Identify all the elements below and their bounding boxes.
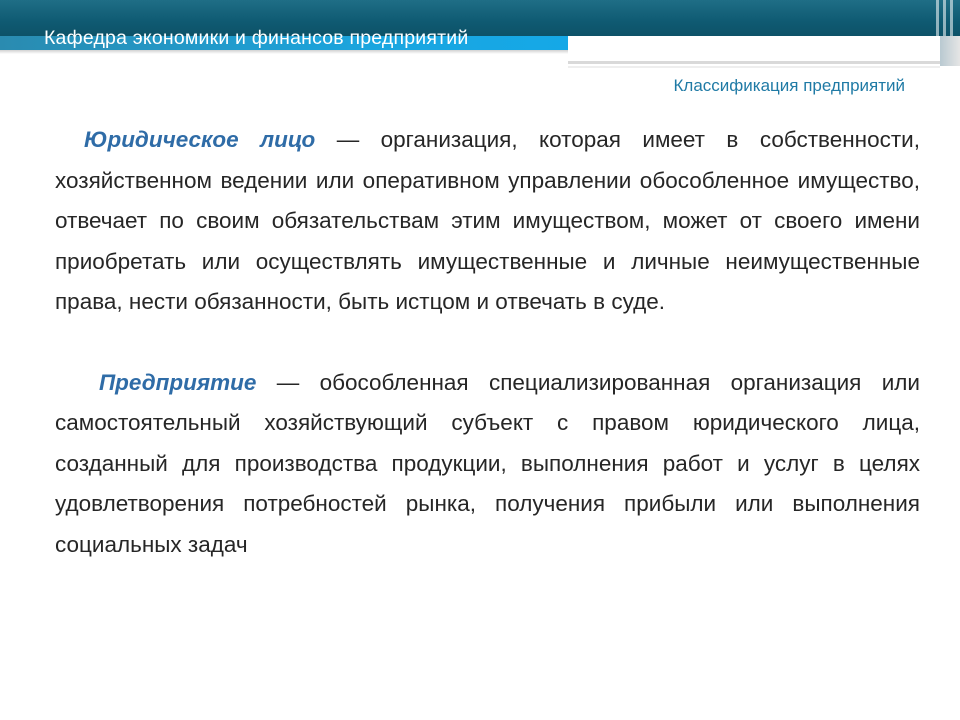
paragraph-legal-entity (55, 120, 920, 323)
header-shadow (0, 50, 570, 54)
decorative-bar (943, 0, 946, 36)
corner-accent (940, 36, 960, 66)
decorative-bars (930, 0, 960, 36)
slide-content (55, 120, 920, 565)
term-enterprise: Предприятие (99, 369, 257, 395)
header-title: Кафедра экономики и финансов предприятий (44, 27, 469, 49)
decorative-bar (936, 0, 939, 36)
header-divider-line-secondary (568, 66, 940, 68)
definition-enterprise: — обособленная специализированная организация или самостоятельный хозяйствующий субъект с правом юридического лица, созданный для производства продукции, выполнения работ и услуг в целях удовлетворения потребностей рынка, получения прибыли или выполнения социальных задач (55, 369, 920, 557)
header-notch (568, 36, 960, 62)
paragraph-enterprise (55, 363, 920, 566)
section-title: Классификация предприятий (673, 76, 905, 95)
definition-legal-entity: — организация, которая имеет в собственности, хозяйственном ведении или оперативном управлении обособленное имущество, отвечает по своим обязательствам этим имуществом, может от своего имени приобретать или осуществлять имущественные и личные неимущественные права, нести обязанности, быть истцом и отвечать в суде. (55, 127, 920, 314)
term-legal-entity: Юридическое лицо (84, 127, 316, 152)
decorative-bar (950, 0, 953, 36)
header-divider-line (568, 61, 940, 64)
